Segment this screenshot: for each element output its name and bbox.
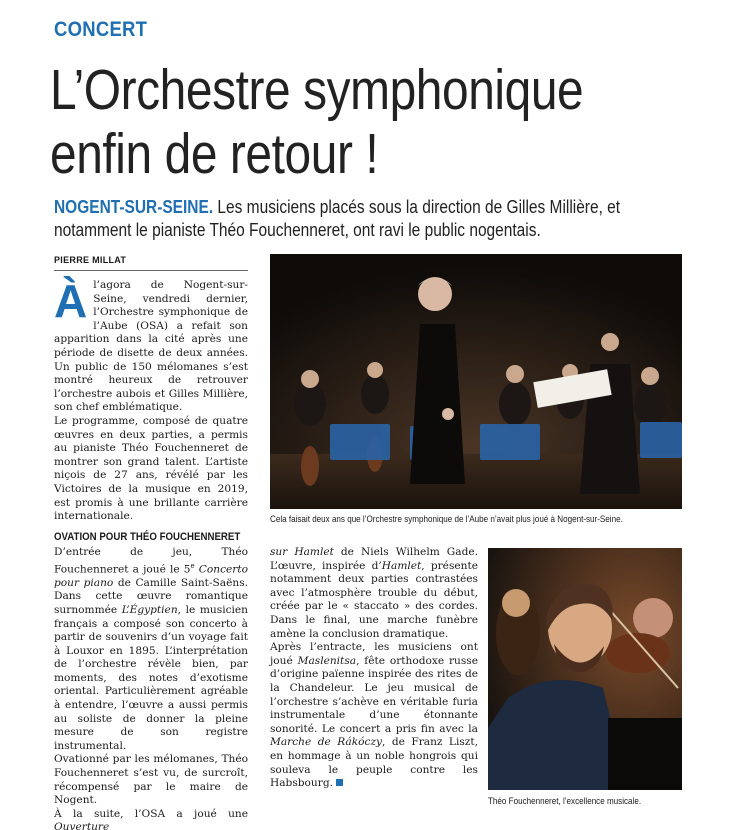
photo-caption: Cela faisait deux ans que l’Orchestre symphonique de l’Aube n’avait plus joué à Nogent-sur-Seine.: [270, 514, 623, 525]
body-paragraph: sur Hamlet de Niels Wilhelm Gade. L’œuvre, inspirée d’Hamlet, présente notamment deux parties contrastées avec l’atmosphère trouble du début, créée par le « staccato » des cordes. Dans le final, une marche funèbre amène la conclusion dramatique.: [270, 546, 478, 640]
pianist-photo: [488, 548, 682, 790]
body-paragraph: Ovationné par les mélomanes, Théo Fouchenneret s’est vu, de surcroît, récompensé par le maire de Nogent.: [54, 753, 248, 807]
drop-cap: À: [54, 275, 88, 327]
photo-caption: Théo Fouchenneret, l’excellence musicale.: [488, 796, 642, 807]
body-column-1: [54, 546, 248, 830]
deck-place: NOGENT-SUR-SEINE.: [54, 197, 214, 217]
body-paragraph: D’entrée de jeu, Théo Fouchenneret a joué le 5e Concerto pour piano de Camille Saint-Saëns. Dans cette œuvre romantique surnommée L’Égyptien, le musicien français a composé son concerto à partir de souvenirs d’un voyage fait à Louxor en 1895. L’interprétation de l’orchestre révèle bien, par moments, des notes d’exotisme oriental. Particulièrement agréable à entendre, l’œuvre a aussi permis au soliste de donner la pleine mesure de son registre instrumental.: [54, 546, 248, 752]
headline-line-1: L’Orchestre symphonique: [50, 58, 584, 122]
byline-rule: [54, 270, 248, 271]
body-paragraph: Après l’entracte, les musiciens ont joué Maslenitsa, fête orthodoxe russe d’origine païenne inspirée des rites de la Chandeleur. Le jeu musical de l’orchestre s’achève en véritable furia instrumentale d’une étonnante sonorité. Le concert a pris fin avec la Marche de Rákóczy, de Franz Liszt, en hommage à un noble hongrois qui souleva le peuple contre les Habsbourg.: [270, 641, 478, 790]
headline-line-2: enfin de retour !: [50, 122, 379, 186]
byline: PIERRE MILLAT: [54, 255, 127, 265]
intro-column: [54, 275, 248, 524]
subheading: OVATION POUR THÉO FOUCHENNERET: [54, 531, 241, 543]
headline: [50, 58, 604, 186]
body-column-2: [270, 546, 478, 791]
deck-text: Les musiciens placés sous la direction de Gilles Millière, et notamment le pianiste Théo Fouchenneret, ont ravi le public nogentais.: [54, 197, 621, 240]
deck: [54, 196, 673, 242]
end-of-article-mark: [336, 779, 343, 786]
orchestra-photo-illustration: [270, 254, 682, 509]
intro-paragraph-1: À l’agora de Nogent-sur-Seine, vendredi dernier, l’Orchestre symphonique de l’Aube (OSA) a refait son apparition dans la cité après une période de disette de deux années. Un public de 150 mélomanes s’est montré heureux de retrouver l’orchestre aubois et Gilles Millière, son chef emblématique.: [54, 275, 248, 414]
orchestra-photo: [270, 254, 682, 509]
intro-paragraph-2: Le programme, composé de quatre œuvres en deux parties, a permis au pianiste Théo Fouchenneret de montrer son grand talent. L’artiste niçois de 27 ans, révélé par les Victoires de la musique en 2019, est promis à une brillante carrière internationale.: [54, 414, 248, 523]
section-rubric: CONCERT: [54, 18, 148, 41]
pianist-photo-illustration: [488, 548, 682, 790]
body-paragraph: À la suite, l’OSA a joué une Ouverture: [54, 807, 248, 830]
